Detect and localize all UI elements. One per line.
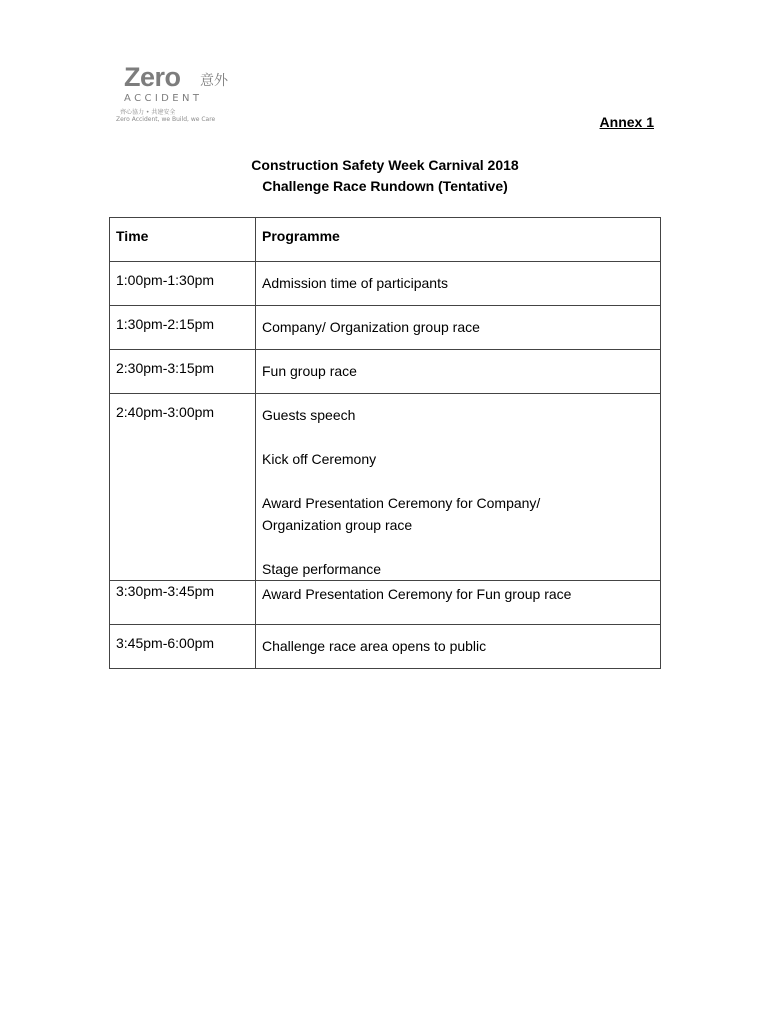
zero-accident-logo — [112, 62, 242, 126]
logo-accident-text: ACCIDENT — [124, 93, 203, 104]
table-row — [110, 394, 661, 581]
table-row — [110, 350, 661, 394]
rundown-table — [109, 217, 661, 669]
table-row — [110, 625, 661, 669]
row-time: 3:30pm-3:45pm — [110, 581, 256, 625]
programme-item: Stage performance — [262, 561, 382, 577]
row-time: 1:00pm-1:30pm — [110, 262, 256, 306]
logo-word: Zero — [124, 62, 181, 92]
row-time: 2:40pm-3:00pm — [110, 394, 256, 581]
row-programme — [256, 262, 661, 306]
document-title — [0, 155, 770, 197]
header-programme: Programme — [256, 218, 661, 262]
row-time: 3:45pm-6:00pm — [110, 625, 256, 669]
table-row — [110, 306, 661, 350]
row-programme — [256, 350, 661, 394]
row-programme — [256, 625, 661, 669]
table-header-row — [110, 218, 661, 262]
row-programme — [256, 394, 661, 581]
table-row — [110, 262, 661, 306]
programme-item: Company/ Organization group race — [262, 319, 480, 335]
row-time: 2:30pm-3:15pm — [110, 350, 256, 394]
row-time: 1:30pm-2:15pm — [110, 306, 256, 350]
table-row — [110, 581, 661, 625]
header-time: Time — [110, 218, 256, 262]
annex-label: Annex 1 — [599, 114, 654, 130]
programme-item: Award Presentation Ceremony for Fun group race — [262, 586, 572, 602]
programme-item: Fun group race — [262, 363, 357, 379]
title-line-2: Challenge Race Rundown (Tentative) — [262, 178, 508, 194]
logo-chinese-mark: 意外 — [200, 73, 228, 89]
programme-item: Kick off Ceremony — [262, 451, 377, 467]
programme-item: Admission time of participants — [262, 275, 448, 291]
programme-item: Challenge race area opens to public — [262, 638, 487, 654]
programme-item: Guests speech — [262, 407, 356, 423]
programme-item: Award Presentation Ceremony for Company/ Organization group race — [262, 495, 541, 533]
logo-tagline-en: Zero Accident, we Build, we Care — [116, 116, 216, 123]
row-programme — [256, 581, 661, 625]
row-programme — [256, 306, 661, 350]
logo-tagline-zh: 齊心協力 • 共建安全 — [120, 109, 176, 116]
title-line-1: Construction Safety Week Carnival 2018 — [251, 157, 519, 173]
